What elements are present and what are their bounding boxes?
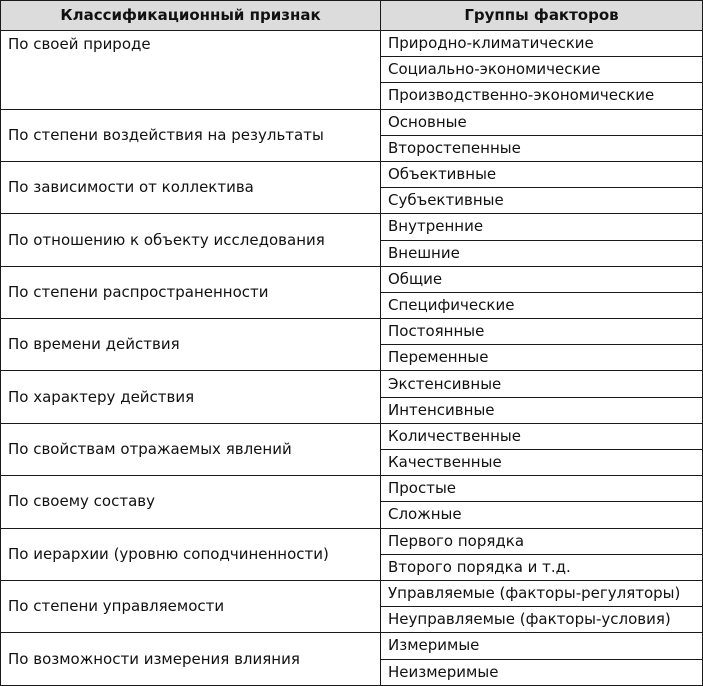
table-row bbox=[1, 161, 703, 187]
factor-group-cell: Экстенсивные bbox=[381, 371, 703, 397]
table-row bbox=[1, 109, 703, 135]
factor-group-cell: Неуправляемые (факторы-условия) bbox=[381, 607, 703, 633]
factor-group-cell: Объективные bbox=[381, 161, 703, 187]
criterion-cell: По характеру действия bbox=[1, 371, 381, 423]
table-row bbox=[1, 476, 703, 502]
header-classification-criterion: Классификационный признак bbox=[1, 1, 381, 31]
factor-group-cell: Общие bbox=[381, 266, 703, 292]
table-row bbox=[1, 580, 703, 606]
factor-group-cell: Основные bbox=[381, 109, 703, 135]
factor-group-cell: Количественные bbox=[381, 423, 703, 449]
factor-group-cell: Простые bbox=[381, 476, 703, 502]
factor-group-cell: Неизмеримые bbox=[381, 659, 703, 685]
factor-group-cell: Субъективные bbox=[381, 188, 703, 214]
criterion-cell: По возможности измерения влияния bbox=[1, 633, 381, 685]
factor-group-cell: Социально-экономические bbox=[381, 57, 703, 83]
factor-group-cell: Природно-климатические bbox=[381, 31, 703, 57]
table-row bbox=[1, 528, 703, 554]
criterion-cell: По степени управляемости bbox=[1, 580, 381, 632]
factor-group-cell: Внутренние bbox=[381, 214, 703, 240]
factor-group-cell: Постоянные bbox=[381, 319, 703, 345]
table-row bbox=[1, 319, 703, 345]
table-row bbox=[1, 266, 703, 292]
criterion-cell: По иерархии (уровню соподчиненности) bbox=[1, 528, 381, 580]
factor-group-cell: Измеримые bbox=[381, 633, 703, 659]
table-row bbox=[1, 371, 703, 397]
criterion-cell: По степени распространенности bbox=[1, 266, 381, 318]
criterion-cell: По своему составу bbox=[1, 476, 381, 528]
criterion-cell: По свойствам отражаемых явлений bbox=[1, 423, 381, 475]
factor-group-cell: Производственно-экономические bbox=[381, 83, 703, 109]
factor-group-cell: Сложные bbox=[381, 502, 703, 528]
factor-group-cell: Первого порядка bbox=[381, 528, 703, 554]
criterion-cell: По времени действия bbox=[1, 319, 381, 371]
table-row bbox=[1, 214, 703, 240]
factor-group-cell: Качественные bbox=[381, 450, 703, 476]
criterion-cell: По степени воздействия на результаты bbox=[1, 109, 381, 161]
header-row bbox=[1, 1, 703, 31]
table-row bbox=[1, 423, 703, 449]
table-row bbox=[1, 31, 703, 57]
factor-group-cell: Управляемые (факторы-регуляторы) bbox=[381, 580, 703, 606]
criterion-cell: По зависимости от коллектива bbox=[1, 161, 381, 213]
criterion-cell: По своей природе bbox=[1, 31, 381, 110]
factor-group-cell: Переменные bbox=[381, 345, 703, 371]
header-factor-groups: Группы факторов bbox=[381, 1, 703, 31]
factor-group-cell: Внешние bbox=[381, 240, 703, 266]
factor-group-cell: Специфические bbox=[381, 292, 703, 318]
criterion-cell: По отношению к объекту исследования bbox=[1, 214, 381, 266]
factor-group-cell: Интенсивные bbox=[381, 397, 703, 423]
factor-group-cell: Второстепенные bbox=[381, 135, 703, 161]
factor-group-cell: Второго порядка и т.д. bbox=[381, 554, 703, 580]
table-row bbox=[1, 633, 703, 659]
